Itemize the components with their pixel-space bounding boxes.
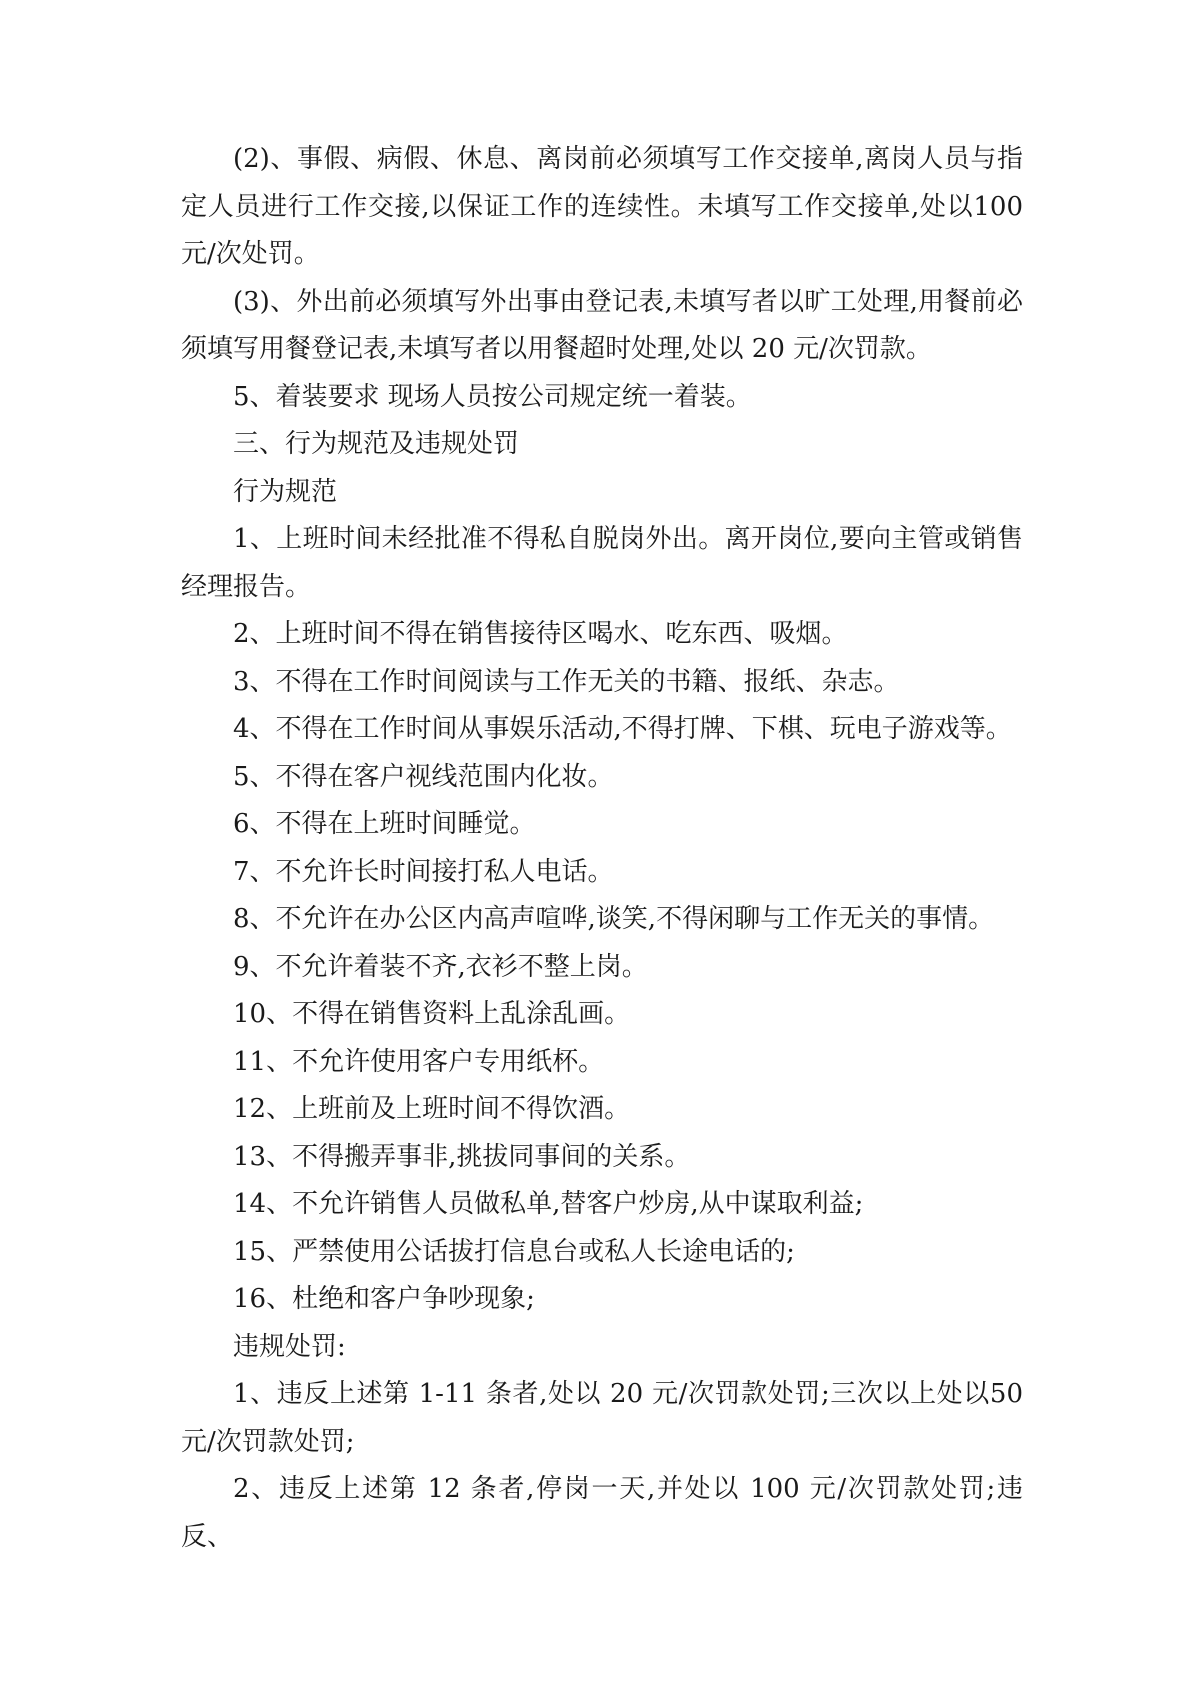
- paragraph-outing-registration: (3)、外出前必须填写外出事由登记表,未填写者以旷工处理,用餐前必须填写用餐登记表,未填写者以用餐超时处理,处以 20 元/次罚款。: [181, 286, 1023, 364]
- rule-item-15: 15、严禁使用公话拔打信息台或私人长途电话的;: [233, 1236, 795, 1267]
- document-body: [181, 136, 1023, 1561]
- paragraph-dress-code: 5、着装要求 现场人员按公司规定统一着装。: [233, 381, 752, 412]
- rule-item-13: 13、不得搬弄事非,挑拔同事间的关系。: [233, 1141, 691, 1172]
- rule-item-11: 11、不允许使用客户专用纸杯。: [233, 1046, 605, 1077]
- rule-item-3: 3、不得在工作时间阅读与工作无关的书籍、报纸、杂志。: [233, 666, 900, 697]
- subheading-penalties: 违规处罚:: [233, 1331, 346, 1362]
- rule-item-6: 6、不得在上班时间睡觉。: [233, 809, 536, 839]
- rule-item-14: 14、不允许销售人员做私单,替客户炒房,从中谋取利益;: [233, 1189, 864, 1219]
- rule-item-1: 1、上班时间未经批准不得私自脱岗外出。离开岗位,要向主管或销售经理报告。: [181, 524, 1023, 602]
- rule-item-9: 9、不允许着装不齐,衣衫不整上岗。: [233, 951, 648, 982]
- rule-item-4: 4、不得在工作时间从事娱乐活动,不得打牌、下棋、玩电子游戏等。: [233, 714, 1012, 744]
- penalty-item-2: 2、违反上述第 12 条者,停岗一天,并处以 100 元/次罚款处罚;违反、: [181, 1474, 1023, 1552]
- rule-item-5: 5、不得在客户视线范围内化妆。: [233, 761, 614, 792]
- rule-item-12: 12、上班前及上班时间不得饮酒。: [233, 1094, 631, 1124]
- rule-item-2: 2、上班时间不得在销售接待区喝水、吃东西、吸烟。: [233, 619, 848, 649]
- subheading-conduct-rules: 行为规范: [233, 476, 338, 507]
- paragraph-leave-handover: (2)、事假、病假、休息、离岗前必须填写工作交接单,离岗人员与指定人员进行工作交接,以保证工作的连续性。未填写工作交接单,处以100 元/次处罚。: [181, 144, 1023, 269]
- section-heading-conduct: 三、行为规范及违规处罚: [233, 429, 520, 459]
- rule-item-7: 7、不允许长时间接打私人电话。: [233, 856, 614, 887]
- rule-item-10: 10、不得在销售资料上乱涂乱画。: [233, 999, 631, 1029]
- penalty-item-1: 1、违反上述第 1-11 条者,处以 20 元/次罚款处罚;三次以上处以50 元/次罚款处罚;: [181, 1379, 1023, 1457]
- rule-item-8: 8、不允许在办公区内高声喧哗,谈笑,不得闲聊与工作无关的事情。: [233, 904, 995, 934]
- rule-item-16: 16、杜绝和客户争吵现象;: [233, 1284, 535, 1314]
